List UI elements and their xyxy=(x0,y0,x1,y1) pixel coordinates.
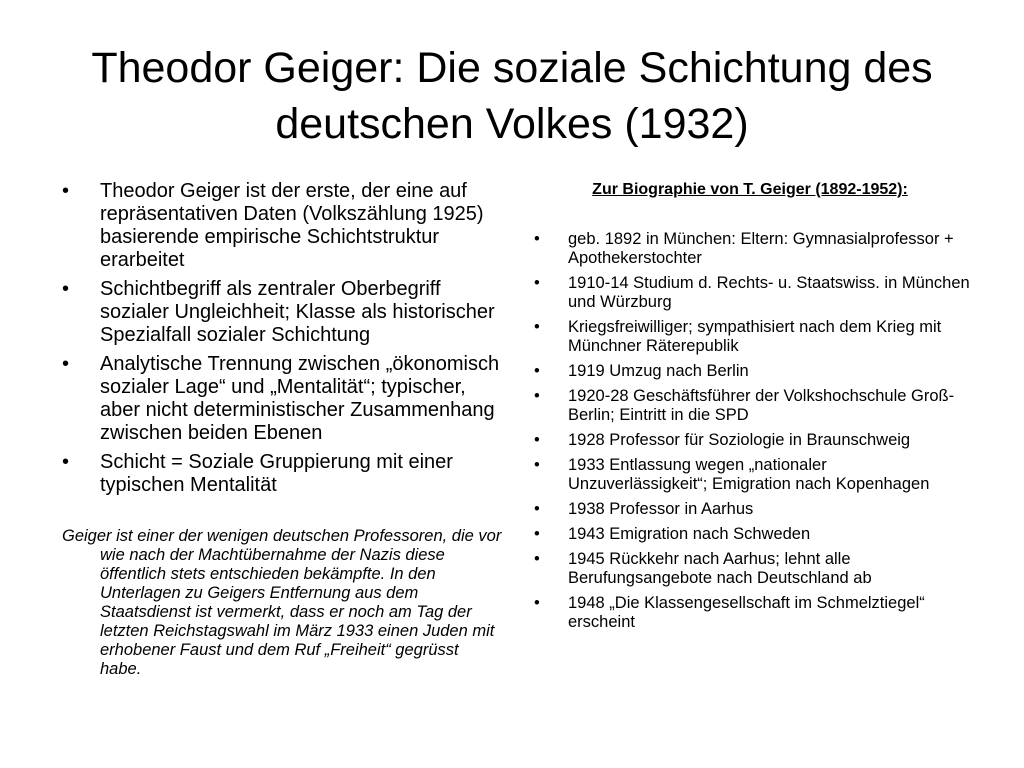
main-bullet-item xyxy=(62,180,502,272)
biography-text: 1948 „Die Klassengesellschaft im Schmelztiegel“ erscheint xyxy=(568,594,925,631)
biography-text: 1920-28 Geschäftsführer der Volkshochschule Groß-Berlin; Eintritt in die SPD xyxy=(568,387,955,424)
slide-title: Theodor Geiger: Die soziale Schichtung des deutschen Volkes (1932) xyxy=(91,44,933,148)
biography-text: 1943 Emigration nach Schweden xyxy=(568,525,811,543)
bullet-icon: • xyxy=(534,387,540,405)
biography-item xyxy=(530,230,970,268)
bullet-icon: • xyxy=(534,274,540,292)
bullet-icon: • xyxy=(534,500,540,518)
biography-item xyxy=(530,362,970,381)
biography-item xyxy=(530,431,970,450)
main-bullet-item xyxy=(62,278,502,347)
bullet-icon: • xyxy=(62,353,70,375)
bullet-icon: • xyxy=(534,550,540,568)
biography-text: 1928 Professor für Soziologie in Braunschweig xyxy=(568,431,911,449)
biography-item xyxy=(530,525,970,544)
biography-item xyxy=(530,318,970,356)
bullet-icon: • xyxy=(534,318,540,336)
left-column xyxy=(62,180,502,696)
biography-item xyxy=(530,594,970,632)
bullet-icon: • xyxy=(534,431,540,449)
bullet-icon: • xyxy=(534,456,540,474)
biography-text: 1910-14 Studium d. Rechts- u. Staatswiss. in München und Würzburg xyxy=(568,274,970,311)
biography-text: Kriegsfreiwilliger; sympathisiert nach dem Krieg mit Münchner Räterepublik xyxy=(568,318,942,355)
biography-item xyxy=(530,387,970,425)
main-bullet-item xyxy=(62,451,502,497)
italic-note: Geiger ist einer der wenigen deutschen Professoren, die vor wie nach der Machtübernahme der Nazis diese öffentlich stets entschieden bekämpfte. In den Unterlagen zu Geigers Entfernung aus dem Staatsdienst ist vermerkt, dass er noch am Tag der letzten Reichstagswahl im März 1933 einen Juden mit erhobener Faust und dem Ruf „Freiheit“ gegrüsst habe. xyxy=(62,527,502,678)
biography-list xyxy=(530,230,970,632)
biography-heading: Zur Biographie von T. Geiger (1892-1952): xyxy=(592,181,908,198)
main-bullet-list xyxy=(62,180,502,497)
bullet-icon: • xyxy=(534,525,540,543)
bullet-icon: • xyxy=(534,594,540,612)
biography-item xyxy=(530,274,970,312)
main-bullet-text: Schichtbegriff als zentraler Oberbegriff sozialer Ungleichheit; Klasse als historischer Spezialfall sozialer Schichtung xyxy=(100,278,495,346)
biography-item xyxy=(530,456,970,494)
main-bullet-text: Analytische Trennung zwischen „ökonomisch sozialer Lage“ und „Mentalität“; typischer, aber nicht deterministischer Zusammenhang zwischen beiden Ebenen xyxy=(100,353,500,444)
biography-item xyxy=(530,500,970,519)
main-bullet-text: Schicht = Soziale Gruppierung mit einer typischen Mentalität xyxy=(100,451,453,496)
bullet-icon: • xyxy=(534,362,540,380)
main-bullet-text: Theodor Geiger ist der erste, der eine auf repräsentativen Daten (Volkszählung 1925) basierende empirische Schichtstruktur erarbeitet xyxy=(100,180,484,271)
bullet-icon: • xyxy=(62,278,70,300)
right-column xyxy=(530,180,970,638)
biography-text: 1938 Professor in Aarhus xyxy=(568,500,754,518)
biography-text: 1945 Rückkehr nach Aarhus; lehnt alle Berufungsangebote nach Deutschland ab xyxy=(568,550,872,587)
biography-text: geb. 1892 in München: Eltern: Gymnasialprofessor + Apothekerstochter xyxy=(568,230,954,267)
biography-text: 1919 Umzug nach Berlin xyxy=(568,362,749,380)
bullet-icon: • xyxy=(62,451,70,473)
bullet-icon: • xyxy=(62,180,70,202)
biography-text: 1933 Entlassung wegen „nationaler Unzuverlässigkeit“; Emigration nach Kopenhagen xyxy=(568,456,930,493)
main-bullet-item xyxy=(62,353,502,445)
biography-item xyxy=(530,550,970,588)
bullet-icon: • xyxy=(534,230,540,248)
